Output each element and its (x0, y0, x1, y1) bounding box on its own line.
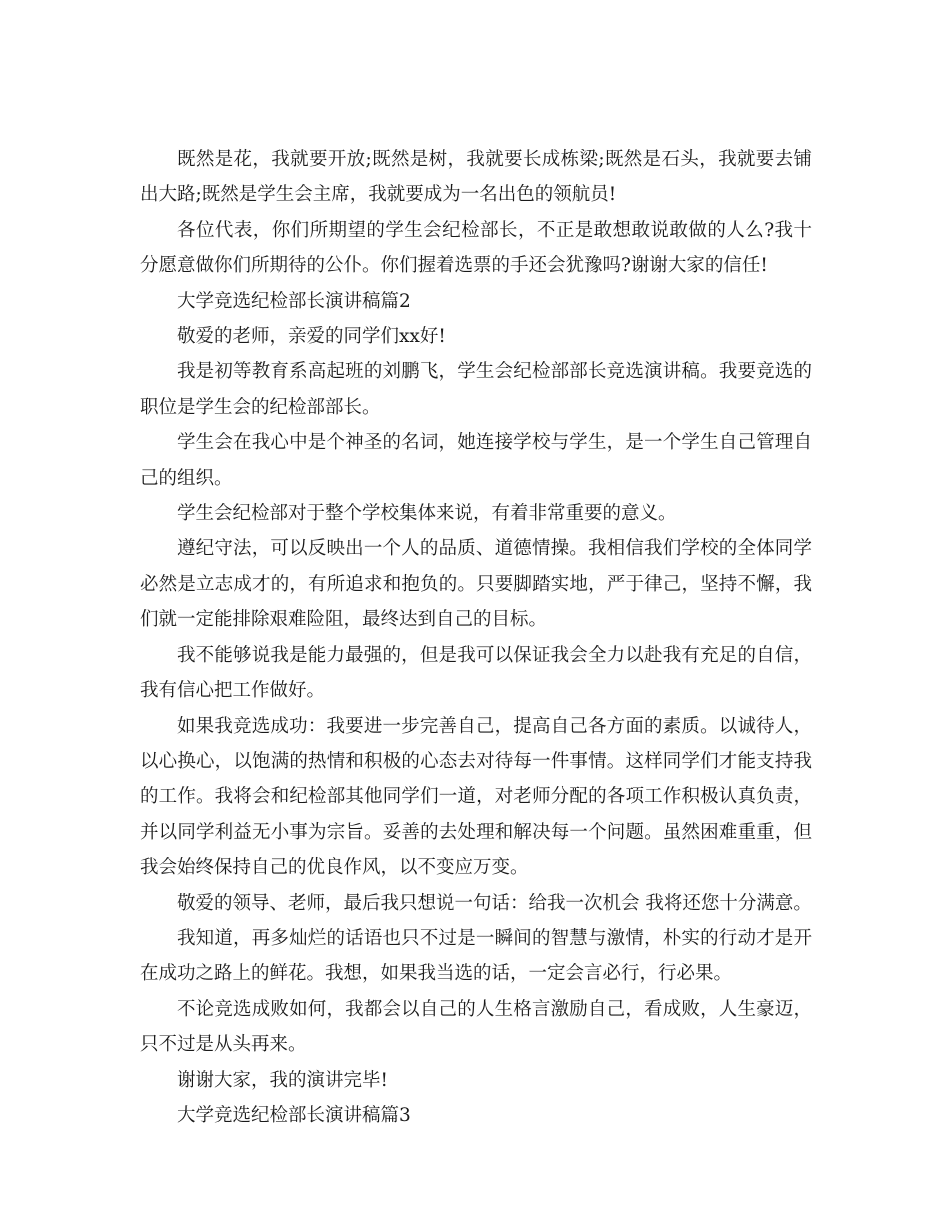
paragraph-6: 学生会在我心中是个神圣的名词，她连接学校与学生，是一个学生自己管理自己的组织。 (140, 432, 812, 489)
paragraph-2: 各位代表，你们所期望的学生会纪检部长，不正是敢想敢说敢做的人么?我十分愿意做你们所期待的公仆。你们握着选票的手还会犹豫吗?谢谢大家的信任! (140, 219, 812, 277)
section-heading-2: 大学竞选纪检部长演讲稿篇2 (177, 290, 411, 312)
document-body (140, 142, 812, 1133)
paragraph-8: 遵纪守法，可以反映出一个人的品质、道德情操。我相信我们学校的全体同学必然是立志成才的，有所追求和抱负的。只要脚踏实地，严于律己，坚持不懈，我们就一定能排除艰难险阻，最终达到自己的目标。 (140, 538, 812, 631)
greeting: 敬爱的老师，亲爱的同学们xx好! (177, 326, 446, 348)
paragraph-11: 敬爱的领导、老师，最后我只想说一句话：给我一次机会 我将还您十分满意。 (177, 892, 812, 914)
paragraph-1: 既然是花，我就要开放;既然是树，我就要长成栋梁;既然是石头，我就要去铺出大路;既然是学生会主席，我就要成为一名出色的领航员! (140, 149, 812, 206)
paragraph-10: 如果我竞选成功：我要进一步完善自己，提高自己各方面的素质。以诚待人，以心换心，以饱满的热情和积极的心态去对待每一件事情。这样同学们才能支持我的工作。我将会和纪检部其他同学们一道，对老师分配的各项工作积极认真负责，并以同学利益无小事为宗旨。妥善的去处理和解决每一个问题。虽然困难重重，但我会始终保持自己的优良作风，以不变应万变。 (140, 715, 812, 879)
paragraph-5: 我是初等教育系高起班的刘鹏飞，学生会纪检部部长竞选演讲稿。我要竞选的职位是学生会的纪检部部长。 (140, 361, 812, 418)
paragraph-12: 我知道，再多灿烂的话语也只不过是一瞬间的智慧与激情，朴实的行动才是开在成功之路上的鲜花。我想，如果我当选的话，一定会言必行，行必果。 (140, 927, 812, 985)
closing: 谢谢大家，我的演讲完毕! (177, 1069, 388, 1091)
paragraph-13: 不论竞选成败如何，我都会以自己的人生格言激励自己，看成败，人生豪迈，只不过是从头再来。 (140, 998, 812, 1056)
section-heading-3: 大学竞选纪检部长演讲稿篇3 (177, 1104, 411, 1126)
paragraph-7: 学生会纪检部对于整个学校集体来说，有着非常重要的意义。 (177, 503, 677, 525)
paragraph-9: 我不能够说我是能力最强的，但是我可以保证我会全力以赴我有充足的自信，我有信心把工作做好。 (140, 644, 812, 702)
